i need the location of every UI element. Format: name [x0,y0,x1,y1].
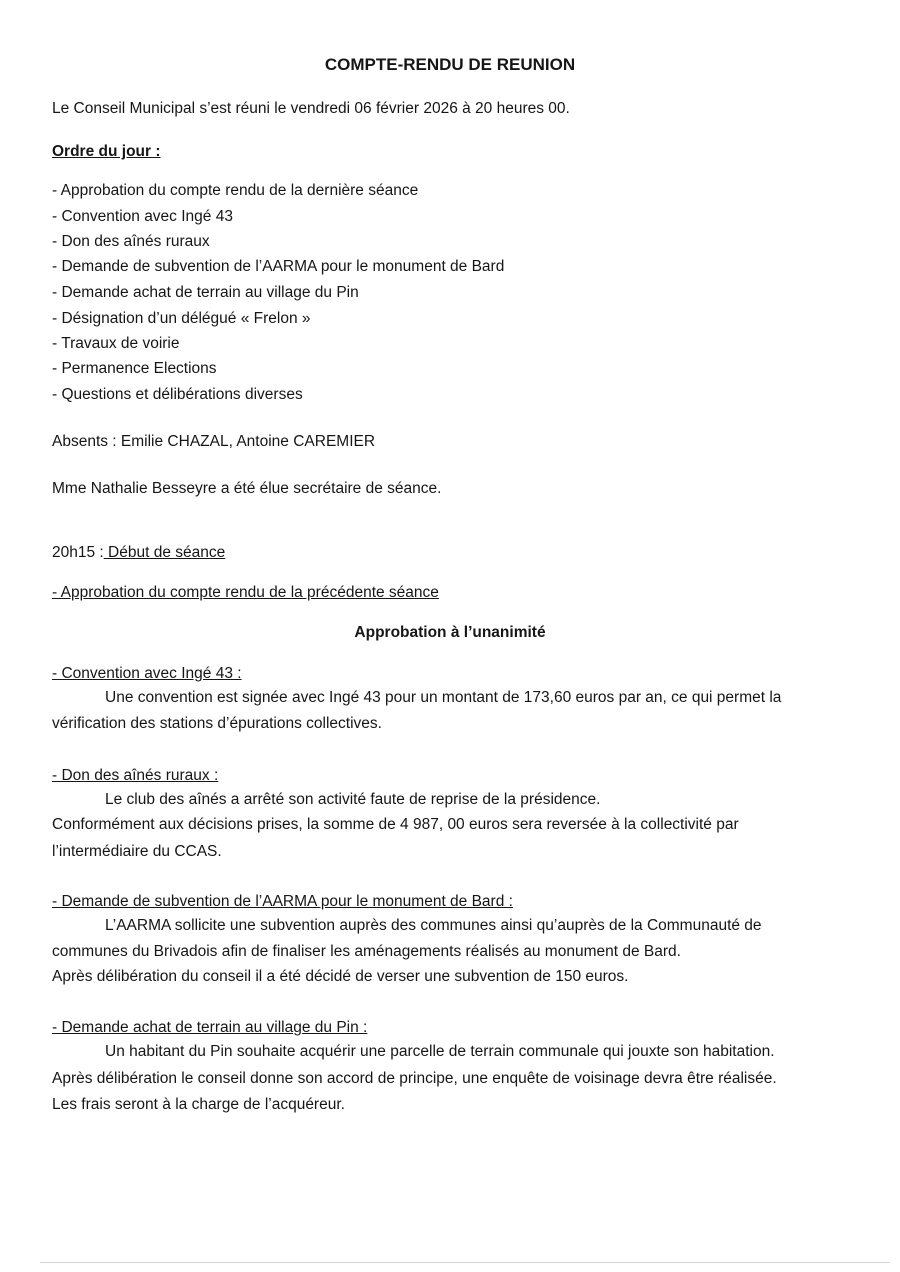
convention-text-line: vérification des stations d’épurations collectives. [52,715,382,732]
absents-text: Absents : Emilie CHAZAL, Antoine CAREMIER [52,433,376,450]
section-terrain-heading: - Demande achat de terrain au village du Pin : [52,1019,368,1036]
agenda-item: - Demande achat de terrain au village du Pin [52,284,359,301]
terrain-text-line: Un habitant du Pin souhaite acquérir une parcelle de terrain communale qui jouxte son habitation. [105,1043,775,1060]
don-text-line: l’intermédiaire du CCAS. [52,843,222,860]
agenda-item: - Travaux de voirie [52,335,180,352]
page-bottom-edge [40,1262,890,1263]
secretary-text: Mme Nathalie Besseyre a été élue secrétaire de séance. [52,480,442,497]
agenda-item: - Demande de subvention de l’AARMA pour le monument de Bard [52,258,505,275]
agenda-item: - Approbation du compte rendu de la dernière séance [52,182,419,199]
section-convention-heading: - Convention avec Ingé 43 : [52,665,242,682]
don-text-line: Conformément aux décisions prises, la somme de 4 987, 00 euros sera reversée à la collectivité par [52,816,739,833]
session-start-time: 20h15 : [52,544,104,561]
agenda-item: - Questions et délibérations diverses [52,386,303,403]
subvention-text-line: L’AARMA sollicite une subvention auprès des communes ainsi qu’auprès de la Communauté de [105,917,762,934]
agenda-item: - Don des aînés ruraux [52,233,210,250]
section-approbation-heading: - Approbation du compte rendu de la précédente séance [52,584,439,601]
convention-text-line: Une convention est signée avec Ingé 43 pour un montant de 173,60 euros par an, ce qui permet la [105,689,782,706]
subvention-text-line: Après délibération du conseil il a été décidé de verser une subvention de 150 euros. [52,968,629,985]
terrain-text-line: Les frais seront à la charge de l’acquéreur. [52,1096,345,1113]
agenda-heading: Ordre du jour : [52,143,161,160]
don-text-line: Le club des aînés a arrêté son activité faute de reprise de la présidence. [105,791,601,808]
section-subvention-heading: - Demande de subvention de l’AARMA pour le monument de Bard : [52,893,513,910]
agenda-item: - Désignation d’un délégué « Frelon » [52,310,311,327]
document-title: COMPTE-RENDU DE REUNION [324,55,576,74]
subvention-text-line: communes du Brivadois afin de finaliser les aménagements réalisés au monument de Bard. [52,943,681,960]
agenda-item: - Convention avec Ingé 43 [52,208,233,225]
session-start-label: Début de séance [103,544,226,561]
section-don-heading: - Don des aînés ruraux : [52,767,219,784]
session-start [52,540,225,566]
agenda-item: - Permanence Elections [52,360,217,377]
intro-text: Le Conseil Municipal s’est réuni le vendredi 06 février 2026 à 20 heures 00. [52,100,570,117]
terrain-text-line: Après délibération le conseil donne son accord de principe, une enquête de voisinage devra être réalisée. [52,1070,777,1087]
approbation-result: Approbation à l’unanimité [354,624,546,641]
